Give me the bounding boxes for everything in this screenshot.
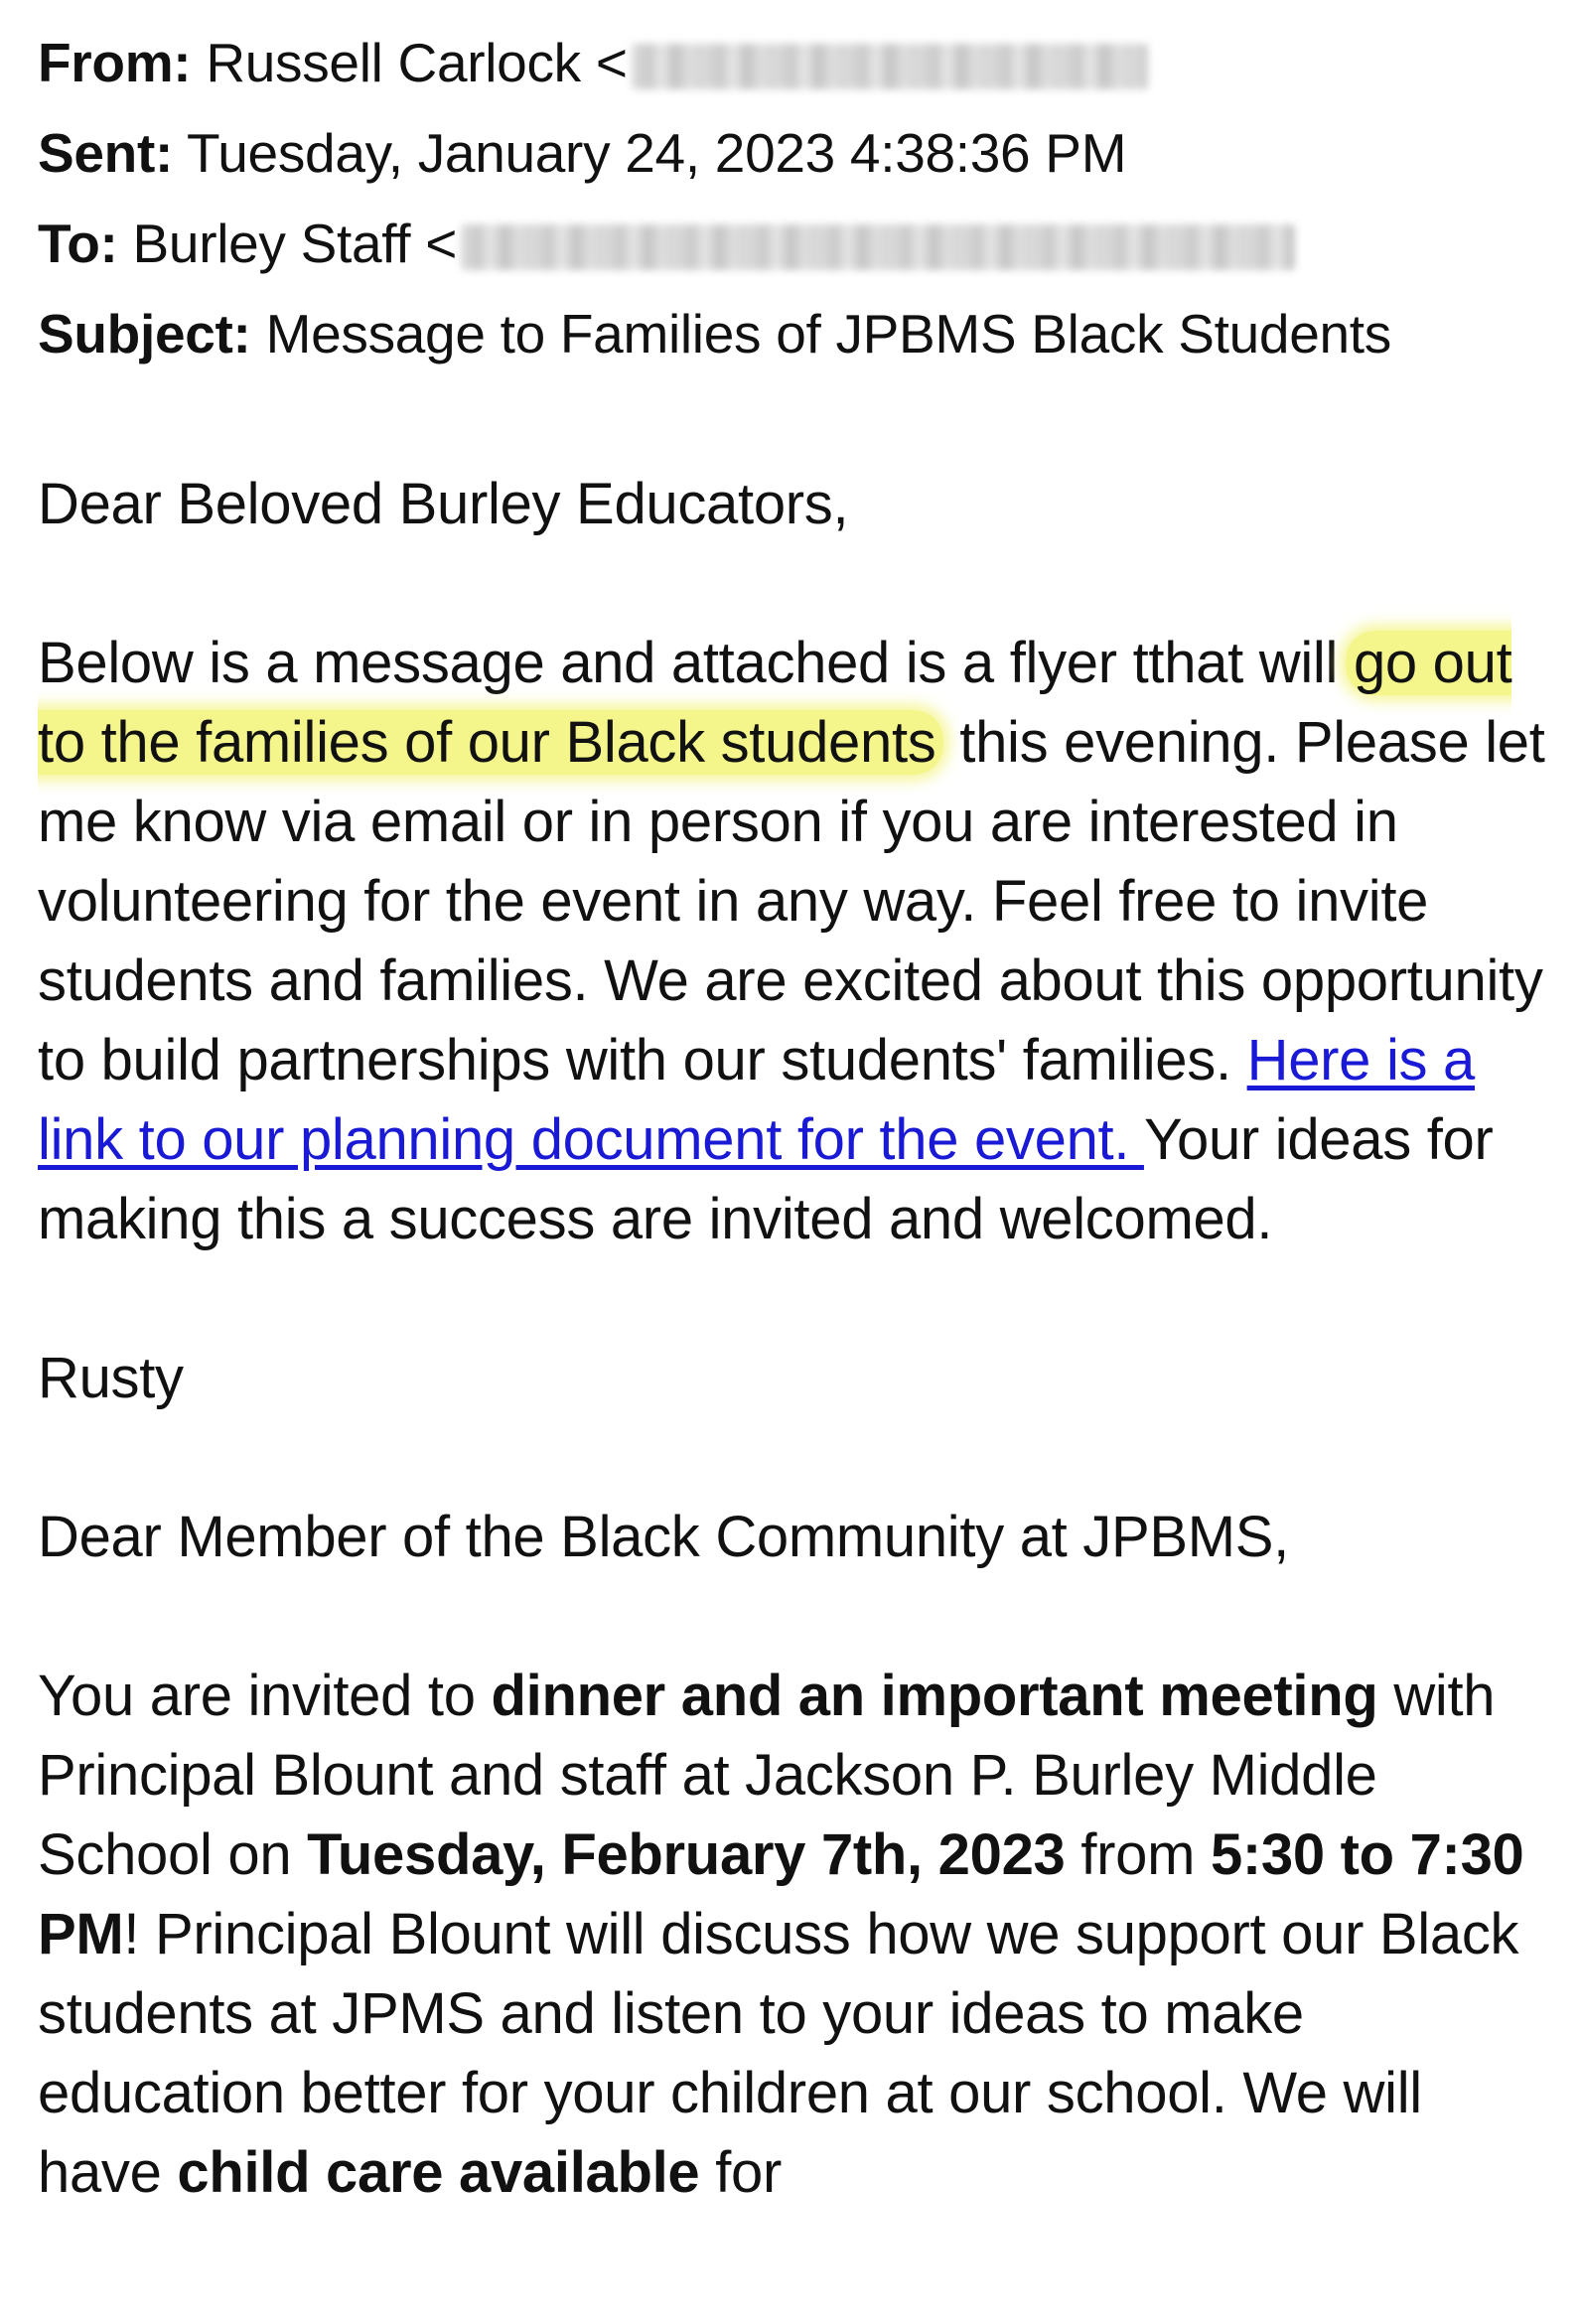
subject-row — [38, 289, 1557, 379]
signature: Rusty — [38, 1346, 184, 1410]
sent-row — [38, 108, 1557, 199]
p2-text-2: with Principal Blount and staff at Jackson P. Burley Middle School on — [38, 1664, 1496, 1887]
p1-text-middle: this evening. Please let me know via email or in person if you are interested in volunteering for the event in any way. Feel free to invite students and families. We are excited about this opportunity to build partnerships with our students' families. — [38, 710, 1545, 1092]
to-value[interactable]: Burley Staff < — [132, 213, 458, 274]
from-value[interactable]: Russell Carlock < — [206, 32, 628, 93]
paragraph-2 — [38, 1657, 1557, 2213]
greeting: Dear Beloved Burley Educators, — [38, 472, 849, 536]
p2-text-3: from — [1065, 1822, 1211, 1887]
p2-text-4: ! Principal Blount will discuss how we support our Black students at JPMS and listen to your ideas to make education better for your children at our school. We will have — [38, 1902, 1519, 2205]
highlighted-text: go out to the families of our Black students — [38, 631, 1512, 775]
p1-text-start: Below is a message and attached is a flyer tthat will — [38, 631, 1339, 695]
subject-label: Subject: — [38, 303, 251, 364]
p2-text-1: You are invited to — [38, 1664, 492, 1728]
to-label: To: — [38, 213, 118, 274]
p2-bold-date: Tuesday, February 7th, 2023 — [307, 1822, 1066, 1887]
email-view — [38, 18, 1557, 2213]
redacted-email-address — [632, 44, 1148, 89]
from-label: From: — [38, 32, 192, 93]
from-row — [38, 18, 1557, 108]
subject-value: Message to Families of JPBMS Black Students — [265, 303, 1391, 364]
sent-label: Sent: — [38, 122, 174, 184]
redacted-email-address — [461, 224, 1295, 270]
p2-text-5: for — [699, 2140, 782, 2205]
p2-bold-childcare: child care available — [177, 2140, 700, 2205]
greeting-2: Dear Member of the Black Community at JPBMS, — [38, 1505, 1289, 1569]
to-row — [38, 199, 1557, 289]
p2-bold-time: 5:30 to 7:30 PM — [38, 1822, 1524, 1966]
p1-text-end: Your ideas for making this a success are invited and welcomed. — [38, 1107, 1494, 1251]
p2-bold-event: dinner and an important meeting — [491, 1664, 1378, 1728]
planning-document-link[interactable]: Here is a link to our planning document for the event. — [38, 1028, 1475, 1172]
sent-value: Tuesday, January 24, 2023 4:38:36 PM — [187, 122, 1127, 184]
message-body — [38, 465, 1557, 2213]
paragraph-1 — [38, 624, 1557, 1259]
